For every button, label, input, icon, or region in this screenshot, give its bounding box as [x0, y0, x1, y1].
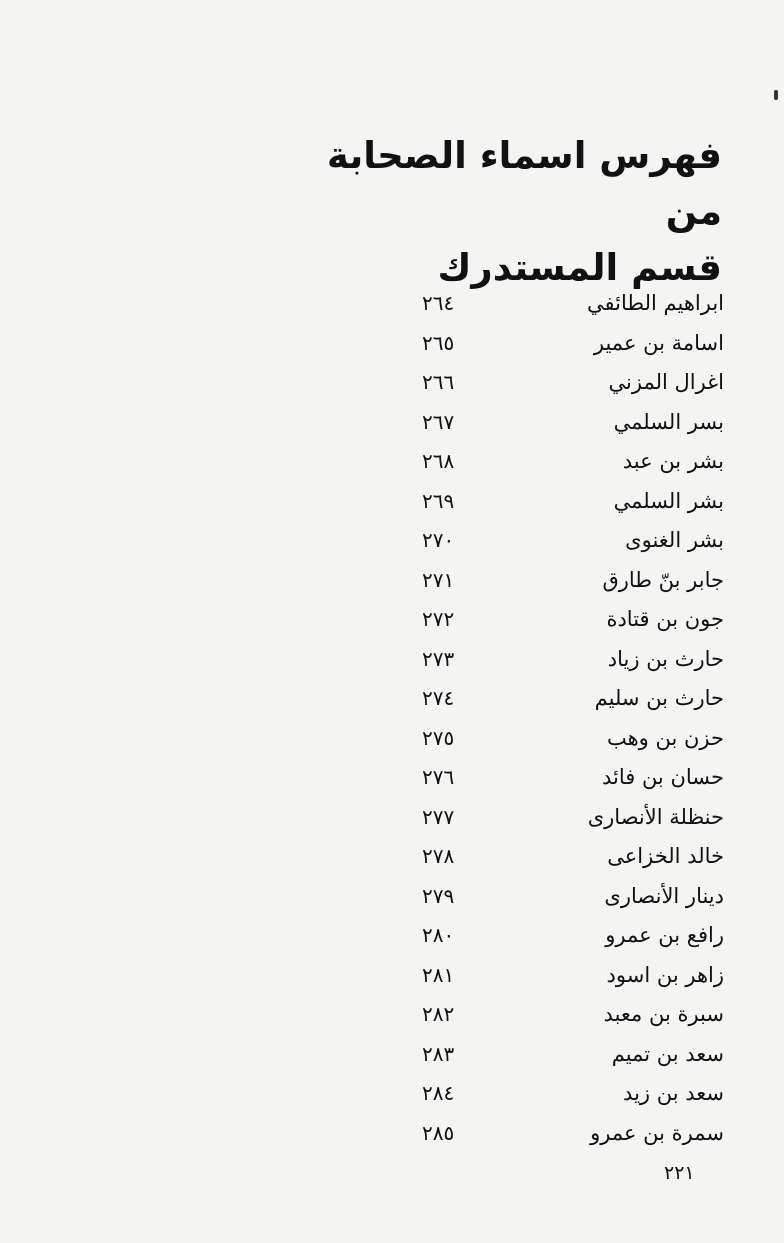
index-entry: [380, 286, 724, 326]
entry-page-number: ٢٧٩: [422, 883, 455, 908]
index-entry: [380, 721, 724, 761]
entry-name: حنظلة الأنصارى: [587, 804, 724, 829]
entry-page-number: ٢٨٠: [422, 923, 455, 947]
entry-page-number: ٢٨٢: [422, 1002, 455, 1026]
entry-name: سعد بن زيد: [623, 1081, 724, 1105]
entry-name: حارث بن زياد: [607, 646, 724, 671]
entry-name: حزن بن وهب: [606, 725, 724, 750]
index-entry: [380, 800, 724, 840]
index-entry: [380, 1076, 724, 1116]
index-entry: [380, 918, 724, 958]
entry-page-number: ٢٨٤: [422, 1081, 455, 1105]
entry-page-number: ٢٦٨: [422, 449, 455, 473]
title-line-2: قسم المستدرك: [437, 246, 722, 289]
entry-name: جابر بنّ طارق: [602, 567, 724, 592]
title-line-1: فهرس اسماء الصحابة من: [326, 134, 722, 233]
entry-name: زاهر بن اسود: [606, 962, 724, 987]
entry-page-number: ٢٧٦: [422, 765, 455, 789]
entry-name: ابراهيم الطائفي: [587, 291, 724, 315]
index-entry: [380, 523, 724, 563]
index-entry: [380, 997, 724, 1037]
index-entry: [380, 681, 724, 721]
entry-page-number: ٢٦٧: [422, 409, 455, 434]
entry-page-number: ٢٨١: [422, 962, 455, 987]
entry-page-number: ٢٧٢: [422, 607, 455, 631]
index-entry: [380, 1116, 724, 1156]
index-entry: [380, 365, 724, 405]
entry-name: سعد بن تميم: [611, 1041, 724, 1066]
index-entry: [380, 444, 724, 484]
index-entry: [380, 1037, 724, 1077]
index-entry: [380, 484, 724, 524]
entry-name: خالد الخزاعى: [607, 844, 724, 868]
entry-page-number: ٢٨٥: [422, 1120, 455, 1145]
index-entry: [380, 958, 724, 998]
index-entry: [380, 602, 724, 642]
entry-name: سمرة بن عمرو: [590, 1120, 724, 1145]
index-entry: [380, 563, 724, 603]
entry-name: بسر السلمي: [613, 409, 724, 434]
entry-name: اسامة بن عمير: [593, 330, 724, 355]
entry-page-number: ٢٦٩: [422, 488, 455, 513]
index-entry: [380, 405, 724, 445]
entry-name: بشر السلمي: [613, 488, 724, 513]
entry-page-number: ٢٦٤: [422, 291, 455, 315]
entry-page-number: ٢٧١: [422, 567, 455, 592]
index-entry: [380, 642, 724, 682]
entry-page-number: ٢٦٥: [422, 330, 455, 355]
index-list: [380, 286, 724, 1155]
entry-page-number: ٢٨٣: [422, 1041, 455, 1066]
index-entry: [380, 839, 724, 879]
entry-page-number: ٢٦٦: [422, 370, 455, 394]
entry-page-number: ٢٧٥: [422, 725, 455, 750]
entry-name: اغرال المزني: [608, 370, 724, 394]
index-entry: [380, 760, 724, 800]
index-entry: [380, 326, 724, 366]
entry-page-number: ٢٧٤: [422, 686, 455, 710]
page-number: ٢٢١: [664, 1162, 695, 1184]
scan-artifact: [774, 90, 778, 100]
entry-name: دينار الأنصارى: [604, 883, 724, 908]
entry-page-number: ٢٧٣: [422, 646, 455, 671]
entry-name: سبرة بن معبد: [603, 1002, 724, 1026]
index-entry: [380, 879, 724, 919]
entry-name: حارث بن سليم: [594, 686, 724, 710]
entry-name: رافع بن عمرو: [605, 923, 724, 947]
entry-page-number: ٢٧٠: [422, 528, 455, 552]
page-title: [302, 128, 722, 296]
entry-name: بشر الغنوى: [625, 528, 724, 552]
entry-name: جون بن قتادة: [606, 607, 724, 631]
entry-page-number: ٢٧٨: [422, 844, 455, 868]
entry-name: حسان بن فائد: [601, 765, 724, 789]
entry-name: بشر بن عبد: [622, 449, 724, 473]
entry-page-number: ٢٧٧: [422, 804, 455, 829]
